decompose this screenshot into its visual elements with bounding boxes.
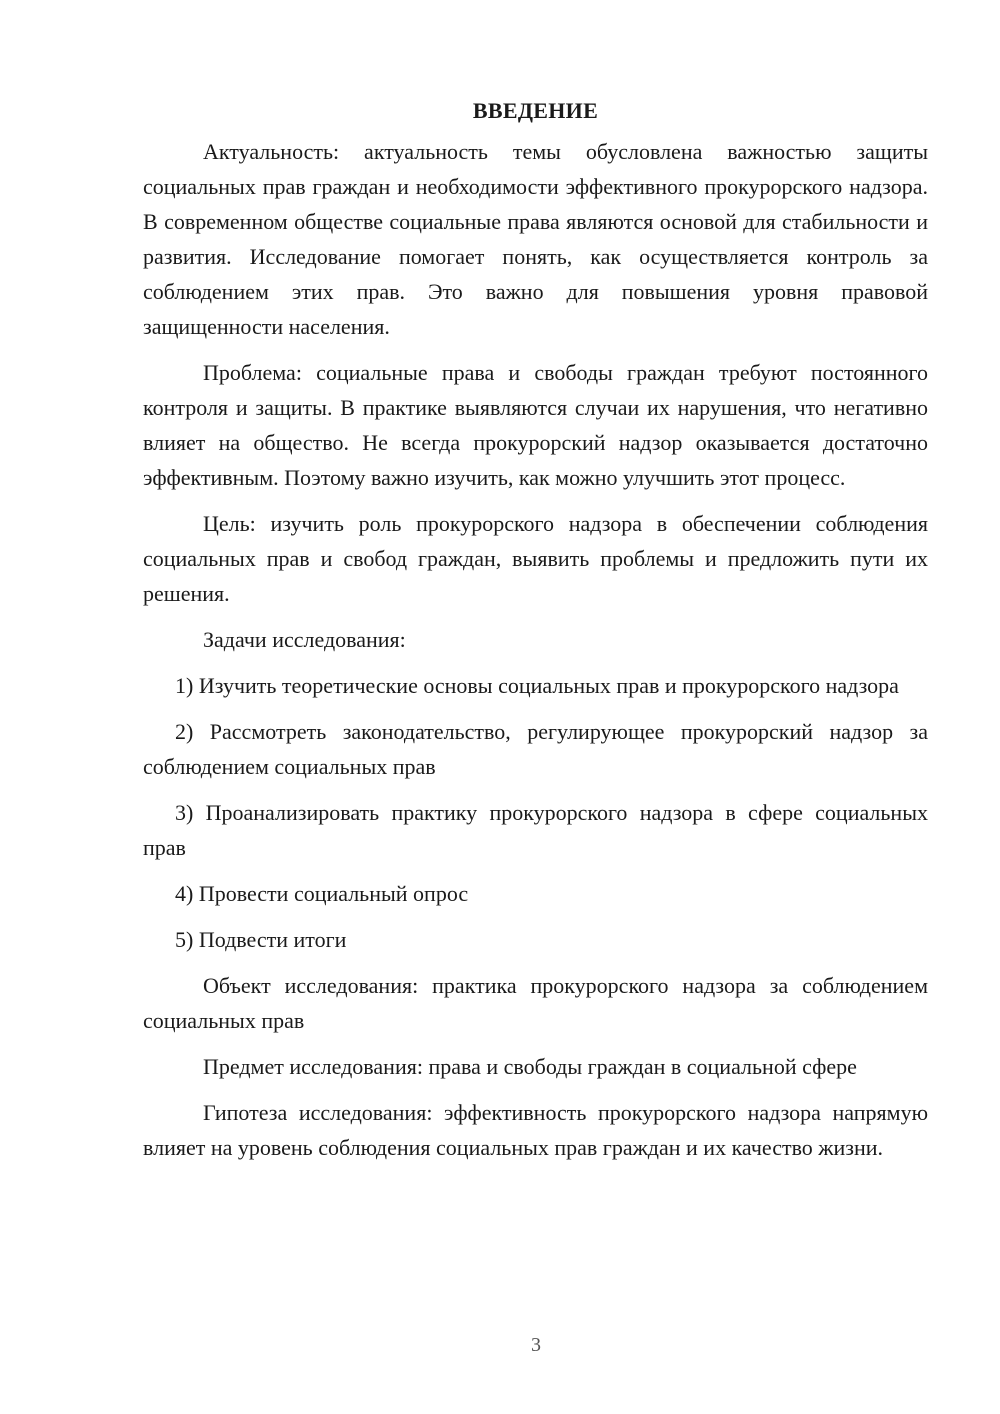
research-subject-paragraph: Предмет исследования: права и свободы граждан в социальной сфере bbox=[203, 1054, 857, 1079]
relevance-paragraph: Актуальность: актуальность темы обусловлена важностью защиты социальных прав граждан и необходимости эффективного прокурорского надзора. В современном обществе социальные права являются основой для стабильности и развития. Исследование помогает понять, как осуществляется контроль за соблюдением этих прав. Это важно для повышения уровня правовой защищенности населения. bbox=[143, 139, 928, 339]
task-item: 3) Проанализировать практику прокурорского надзора в сфере социальных прав bbox=[143, 800, 928, 860]
tasks-list bbox=[143, 668, 928, 957]
task-item: 5) Подвести итоги bbox=[175, 927, 347, 952]
goal-paragraph: Цель: изучить роль прокурорского надзора в обеспечении соблюдения социальных прав и свобод граждан, выявить проблемы и предложить пути их решения. bbox=[143, 511, 928, 606]
task-item: 4) Провести социальный опрос bbox=[175, 881, 469, 906]
task-item: 2) Рассмотреть законодательство, регулирующее прокурорский надзор за соблюдением социальных прав bbox=[143, 719, 928, 779]
page-content bbox=[143, 94, 928, 1176]
hypothesis-paragraph: Гипотеза исследования: эффективность прокурорского надзора напрямую влияет на уровень соблюдения социальных прав граждан и их качество жизни. bbox=[143, 1100, 928, 1160]
section-title: ВВЕДЕНИЕ bbox=[472, 98, 599, 123]
tasks-heading: Задачи исследования: bbox=[203, 627, 406, 652]
research-object-paragraph: Объект исследования: практика прокурорского надзора за соблюдением социальных прав bbox=[143, 973, 928, 1033]
task-item: 1) Изучить теоретические основы социальных прав и прокурорского надзора bbox=[175, 673, 899, 698]
problem-paragraph: Проблема: социальные права и свободы граждан требуют постоянного контроля и защиты. В практике выявляются случаи их нарушения, что негативно влияет на общество. Не всегда прокурорский надзор оказывается достаточно эффективным. Поэтому важно изучить, как можно улучшить этот процесс. bbox=[143, 360, 928, 490]
page-number: 3 bbox=[531, 1334, 541, 1356]
